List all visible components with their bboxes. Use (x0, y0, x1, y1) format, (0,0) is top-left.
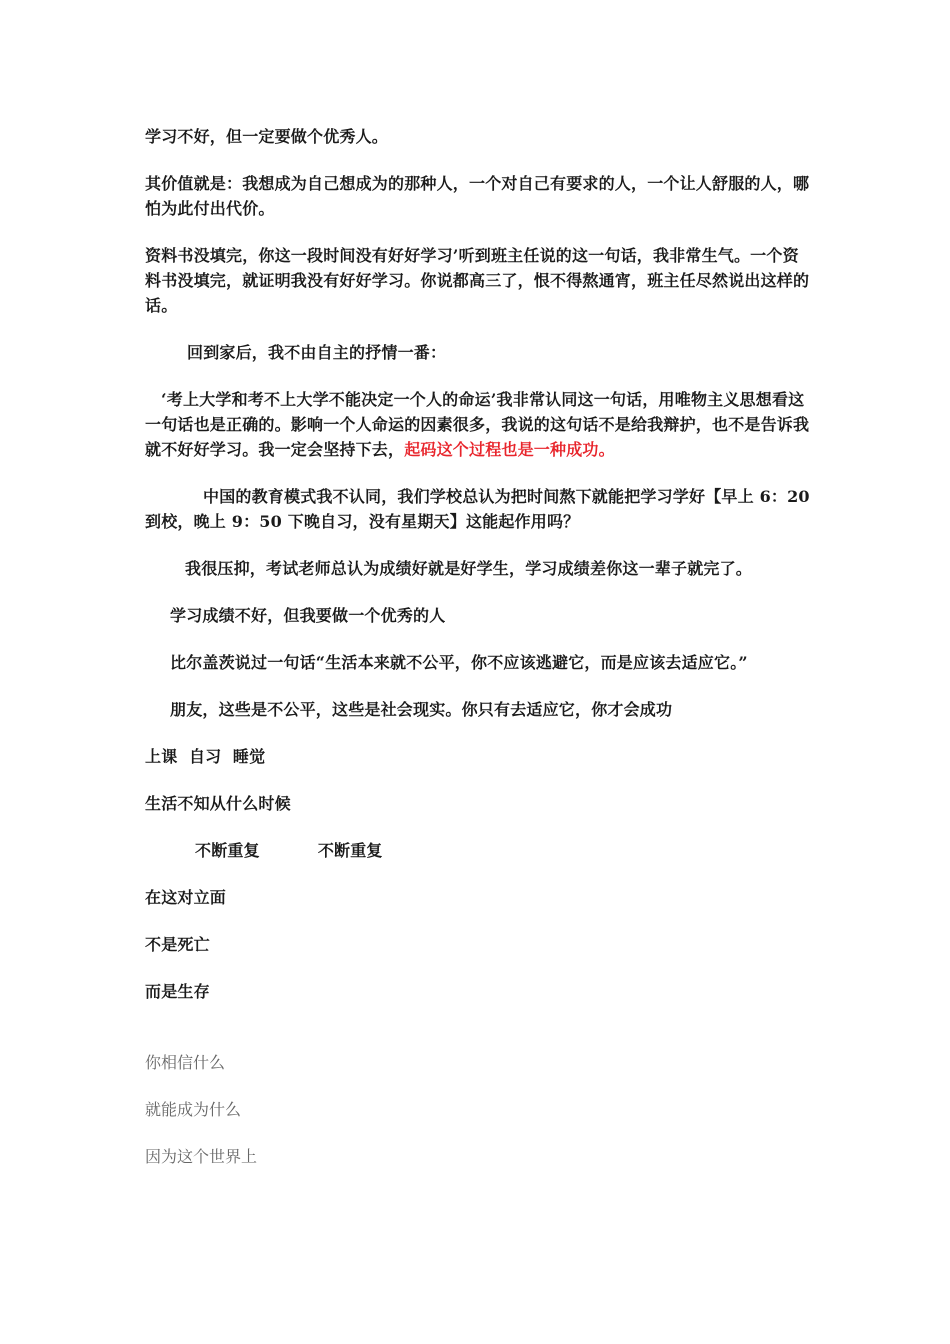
paragraph-9: 比尔盖茨说过一句话“生活本来就不公平，你不应该逃避它，而是应该去适应它。” (170, 653, 748, 672)
paragraph-11: 上课 自习 睡觉 (145, 747, 266, 766)
paragraph-7: 我很压抑，考试老师总认为成绩好就是好学生，学习成绩差你这一辈子就完了。 (185, 559, 753, 578)
repeat-text-2: 不断重复 (317, 841, 383, 860)
paragraph-19: 因为这个世界上 (145, 1147, 258, 1166)
document-page (145, 124, 810, 1191)
paragraph-10: 朋友，这些是不公平，这些是社会现实。你只有去适应它，你才会成功 (170, 700, 673, 719)
paragraph-8: 学习成绩不好，但我要做一个优秀的人 (170, 606, 446, 625)
paragraph-5-text: ‘考上大学和考不上大学不能决定一个人的命运’我非常认同这一句话，用唯物主义思想看这一句话也是正确的。影响一个人命运的因素很多，我说的这句话不是给我辩护，也不是告诉我就不好好学习。我一定会坚持下去， (145, 390, 810, 459)
repeat-text-1: 不断重复 (195, 841, 260, 860)
paragraph-14: 在这对立面 (145, 888, 227, 907)
highlight-text: 起码这个过程也是一种成功。 (404, 440, 615, 459)
paragraph-5 (145, 387, 810, 462)
paragraph-6: 中国的教育模式我不认同，我们学校总认为把时间熬下就能把学习学好【早上 6：20 到校，晚上 9：50 下晚自习，没有星期天】这能起作用吗？ (145, 487, 810, 531)
paragraph-1: 学习不好，但一定要做个优秀人。 (145, 127, 389, 146)
paragraph-2: 其价值就是：我想成为自己想成为的那种人，一个对自己有要求的人，一个让人舒服的人，哪怕为此付出代价。 (145, 174, 810, 218)
paragraph-12: 生活不知从什么时候 (145, 794, 291, 813)
paragraph-15: 不是死亡 (145, 935, 210, 954)
paragraph-17: 你相信什么 (145, 1053, 226, 1072)
paragraph-4: 回到家后，我不由自主的抒情一番： (187, 343, 447, 362)
paragraph-3: 资料书没填完，你这一段时间没有好好学习’听到班主任说的这一句话，我非常生气。一个资料书没填完，就证明我没有好好学习。你说都高三了，恨不得熬通宵，班主任尽然说出这样的话。 (145, 246, 810, 315)
paragraph-13 (145, 838, 810, 863)
paragraph-18: 就能成为什么 (145, 1100, 242, 1119)
paragraph-16: 而是生存 (145, 982, 210, 1001)
